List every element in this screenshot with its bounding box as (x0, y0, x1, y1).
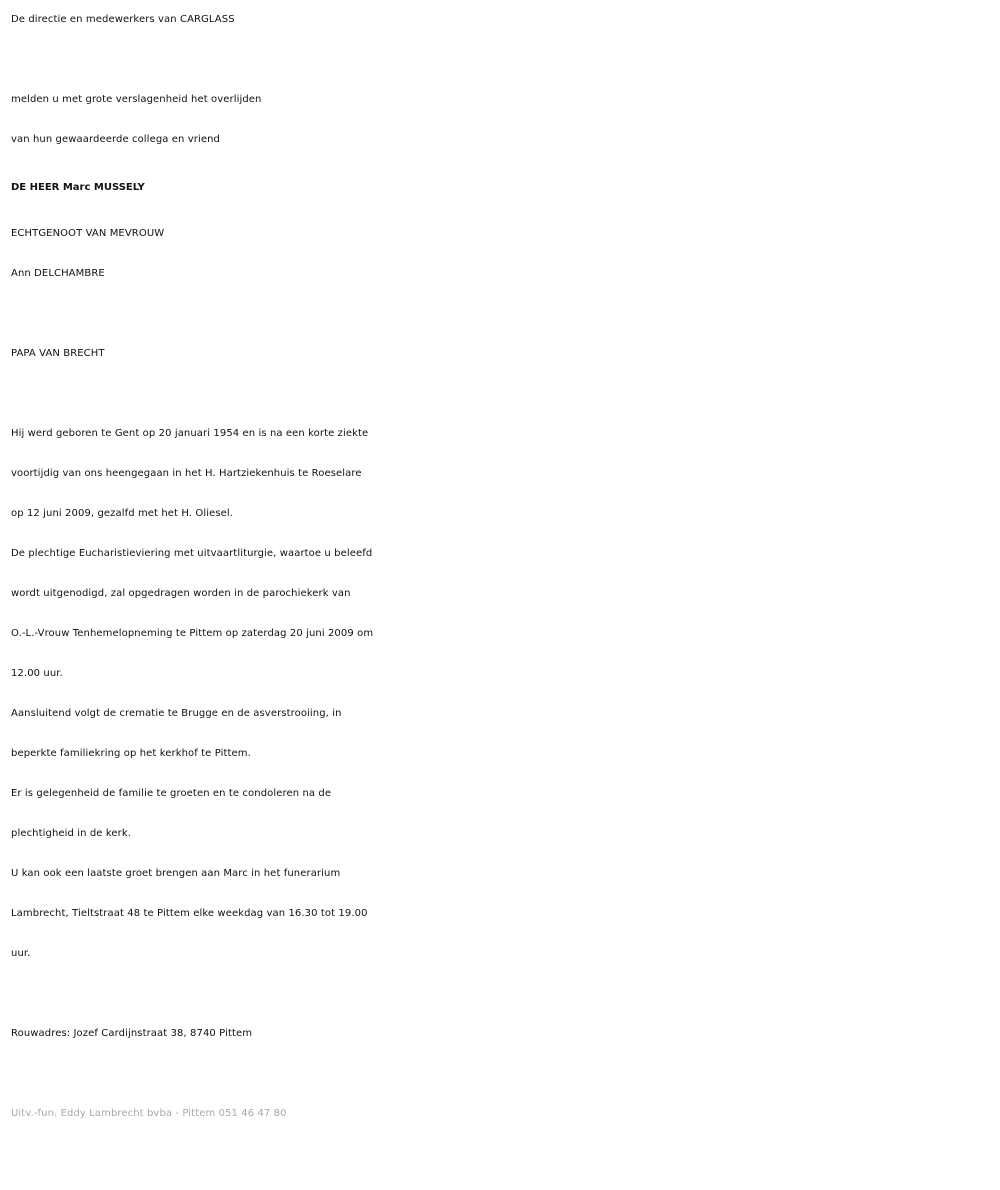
spacer (11, 294, 991, 334)
body-line: 12.00 uur. (11, 668, 63, 679)
body-line: uur. (11, 948, 31, 959)
spacer (11, 1054, 991, 1094)
relation-line: Ann DELCHAMBRE (11, 268, 105, 279)
relation-line: ECHTGENOOT VAN MEVROUW (11, 228, 165, 239)
body-line: Hij werd geboren te Gent op 20 januari 1954 en is na een korte ziekte (11, 428, 369, 439)
body-line: O.-L.-Vrouw Tenhemelopneming te Pittem op zaterdag 20 juni 2009 om (11, 628, 374, 639)
announcement-line: melden u met grote verslagenheid het overlijden (11, 94, 262, 105)
funeral-home-footer: Uitv.-fun. Eddy Lambrecht bvba - Pittem 051 46 47 80 (11, 1108, 287, 1119)
mourning-address: Rouwadres: Jozef Cardijnstraat 38, 8740 Pittem (11, 1028, 253, 1039)
body-line: Er is gelegenheid de familie te groeten en te condoleren na de (11, 788, 332, 799)
spacer (11, 40, 991, 80)
death-notice (11, 0, 991, 1134)
body-line: beperkte familiekring op het kerkhof te Pittem. (11, 748, 251, 759)
body-line: Lambrecht, Tieltstraat 48 te Pittem elke weekdag van 16.30 tot 19.00 (11, 908, 368, 919)
deceased-name: DE HEER Marc MUSSELY (11, 182, 145, 193)
body-line: voortijdig van ons heengegaan in het H. Hartziekenhuis te Roeselare (11, 468, 362, 479)
body-line: wordt uitgenodigd, zal opgedragen worden in de parochiekerk van (11, 588, 351, 599)
announcement-line: van hun gewaardeerde collega en vriend (11, 134, 220, 145)
body-line: De plechtige Eucharistieviering met uitvaartliturgie, waartoe u beleefd (11, 548, 373, 559)
body-line: U kan ook een laatste groet brengen aan Marc in het funerarium (11, 868, 341, 879)
opening-line: De directie en medewerkers van CARGLASS (11, 14, 235, 25)
body-line: op 12 juni 2009, gezalfd met het H. Oliesel. (11, 508, 234, 519)
spacer (11, 374, 991, 414)
body-line: Aansluitend volgt de crematie te Brugge en de asverstrooiing, in (11, 708, 342, 719)
body-line: plechtigheid in de kerk. (11, 828, 131, 839)
spacer (11, 974, 991, 1014)
papa-line: PAPA VAN BRECHT (11, 348, 105, 359)
